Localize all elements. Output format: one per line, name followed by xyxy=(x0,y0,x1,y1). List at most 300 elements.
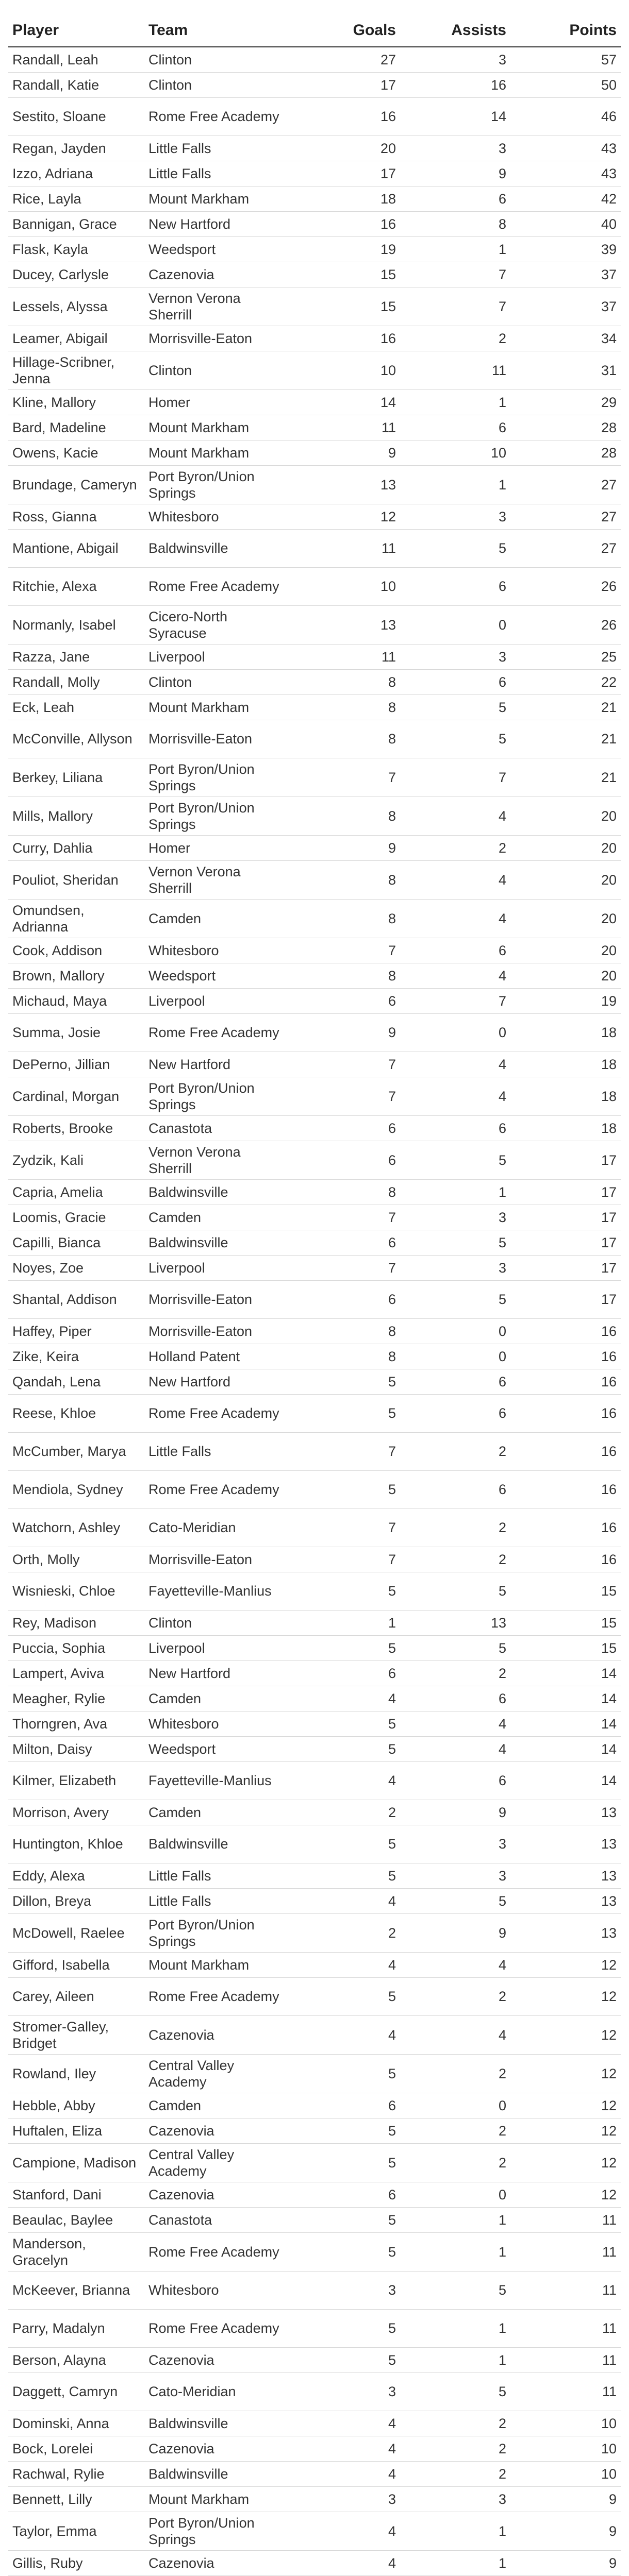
cell-goals: 20 xyxy=(290,135,400,161)
cell-team: Rome Free Academy xyxy=(144,1977,290,2015)
cell-team: Clinton xyxy=(144,72,290,97)
cell-points: 42 xyxy=(510,186,621,211)
cell-goals: 5 xyxy=(290,1635,400,1660)
cell-goals: 8 xyxy=(290,1318,400,1344)
cell-goals: 6 xyxy=(290,988,400,1013)
cell-assists: 1 xyxy=(400,2309,510,2347)
cell-player: Brundage, Cameryn xyxy=(8,465,144,504)
cell-goals: 8 xyxy=(290,860,400,899)
header-points[interactable]: Points xyxy=(510,20,621,47)
cell-goals: 4 xyxy=(290,2015,400,2054)
cell-points: 39 xyxy=(510,236,621,262)
cell-assists: 1 xyxy=(400,2550,510,2575)
cell-points: 27 xyxy=(510,529,621,567)
cell-team: Baldwinsville xyxy=(144,2411,290,2436)
cell-goals: 4 xyxy=(290,1888,400,1913)
cell-team: Mount Markham xyxy=(144,440,290,465)
cell-player: Huftalen, Eliza xyxy=(8,2118,144,2143)
header-team[interactable]: Team xyxy=(144,20,290,47)
cell-team: Port Byron/Union Springs xyxy=(144,465,290,504)
cell-player: Hebble, Abby xyxy=(8,2093,144,2118)
cell-player: Randall, Katie xyxy=(8,72,144,97)
cell-team: Cazenovia xyxy=(144,2015,290,2054)
cell-points: 29 xyxy=(510,389,621,415)
cell-points: 11 xyxy=(510,2347,621,2372)
table-row xyxy=(8,1115,621,1141)
cell-team: Cazenovia xyxy=(144,262,290,287)
table-row xyxy=(8,2550,621,2575)
cell-assists: 3 xyxy=(400,1825,510,1863)
cell-points: 13 xyxy=(510,1825,621,1863)
table-row xyxy=(8,211,621,236)
cell-goals: 4 xyxy=(290,2436,400,2461)
cell-player: Carey, Aileen xyxy=(8,1977,144,2015)
table-row xyxy=(8,287,621,326)
cell-points: 17 xyxy=(510,1205,621,1230)
table-body xyxy=(8,47,621,2576)
cell-goals: 5 xyxy=(290,1977,400,2015)
cell-assists: 5 xyxy=(400,1230,510,1255)
table-row xyxy=(8,938,621,963)
cell-points: 16 xyxy=(510,1547,621,1572)
cell-points: 13 xyxy=(510,1863,621,1888)
cell-assists: 4 xyxy=(400,963,510,988)
cell-assists: 5 xyxy=(400,1635,510,1660)
cell-player: Michaud, Maya xyxy=(8,988,144,1013)
cell-player: Rowland, Iley xyxy=(8,2054,144,2093)
table-row xyxy=(8,1660,621,1686)
table-row xyxy=(8,1572,621,1610)
cell-assists: 9 xyxy=(400,161,510,186)
cell-player: Capilli, Bianca xyxy=(8,1230,144,1255)
table-row xyxy=(8,1205,621,1230)
table-row xyxy=(8,135,621,161)
cell-points: 9 xyxy=(510,2486,621,2512)
cell-player: Summa, Josie xyxy=(8,1013,144,1052)
cell-player: Bennett, Lilly xyxy=(8,2486,144,2512)
cell-goals: 15 xyxy=(290,262,400,287)
table-row xyxy=(8,529,621,567)
cell-team: Mount Markham xyxy=(144,186,290,211)
cell-assists: 7 xyxy=(400,287,510,326)
table-row xyxy=(8,2093,621,2118)
table-row xyxy=(8,1344,621,1369)
cell-assists: 5 xyxy=(400,694,510,720)
cell-assists: 3 xyxy=(400,1205,510,1230)
cell-team: New Hartford xyxy=(144,211,290,236)
cell-goals: 7 xyxy=(290,1052,400,1077)
cell-player: Ross, Gianna xyxy=(8,504,144,529)
table-row xyxy=(8,186,621,211)
cell-player: Curry, Dahlia xyxy=(8,835,144,860)
cell-player: Regan, Jayden xyxy=(8,135,144,161)
table-row xyxy=(8,644,621,669)
cell-goals: 9 xyxy=(290,835,400,860)
table-row xyxy=(8,1509,621,1547)
table-row xyxy=(8,567,621,605)
table-row xyxy=(8,1179,621,1205)
cell-assists: 6 xyxy=(400,1115,510,1141)
cell-points: 11 xyxy=(510,2372,621,2411)
table-row xyxy=(8,835,621,860)
cell-goals: 7 xyxy=(290,938,400,963)
cell-points: 10 xyxy=(510,2411,621,2436)
cell-team: Clinton xyxy=(144,47,290,72)
cell-assists: 6 xyxy=(400,415,510,440)
cell-assists: 5 xyxy=(400,2372,510,2411)
cell-team: New Hartford xyxy=(144,1369,290,1394)
cell-points: 12 xyxy=(510,1977,621,2015)
cell-player: Owens, Kacie xyxy=(8,440,144,465)
cell-goals: 7 xyxy=(290,1547,400,1572)
cell-team: Homer xyxy=(144,389,290,415)
cell-points: 16 xyxy=(510,1318,621,1344)
cell-goals: 5 xyxy=(290,2232,400,2271)
cell-player: Gifford, Isabella xyxy=(8,1952,144,1977)
table-row xyxy=(8,1141,621,1179)
cell-goals: 6 xyxy=(290,1230,400,1255)
cell-goals: 1 xyxy=(290,1610,400,1635)
table-row xyxy=(8,1800,621,1825)
cell-player: Haffey, Piper xyxy=(8,1318,144,1344)
cell-team: Vernon Verona Sherrill xyxy=(144,1141,290,1179)
cell-goals: 16 xyxy=(290,97,400,135)
cell-points: 16 xyxy=(510,1470,621,1509)
cell-points: 12 xyxy=(510,2143,621,2182)
table-row xyxy=(8,415,621,440)
cell-goals: 18 xyxy=(290,186,400,211)
cell-player: Bard, Madeline xyxy=(8,415,144,440)
cell-player: Randall, Leah xyxy=(8,47,144,72)
cell-team: Baldwinsville xyxy=(144,1825,290,1863)
table-row xyxy=(8,2411,621,2436)
cell-points: 22 xyxy=(510,669,621,694)
cell-points: 19 xyxy=(510,988,621,1013)
cell-assists: 4 xyxy=(400,1077,510,1115)
cell-points: 21 xyxy=(510,694,621,720)
table-row xyxy=(8,1052,621,1077)
cell-assists: 3 xyxy=(400,504,510,529)
cell-player: Kilmer, Elizabeth xyxy=(8,1761,144,1800)
cell-goals: 5 xyxy=(290,2054,400,2093)
cell-player: Bock, Lorelei xyxy=(8,2436,144,2461)
cell-team: Cato-Meridian xyxy=(144,1509,290,1547)
cell-assists: 2 xyxy=(400,2411,510,2436)
cell-team: Camden xyxy=(144,2093,290,2118)
cell-player: Qandah, Lena xyxy=(8,1369,144,1394)
cell-points: 14 xyxy=(510,1736,621,1761)
cell-goals: 7 xyxy=(290,1255,400,1280)
cell-points: 11 xyxy=(510,2271,621,2309)
cell-goals: 7 xyxy=(290,1432,400,1470)
cell-goals: 7 xyxy=(290,1509,400,1547)
cell-assists: 2 xyxy=(400,1977,510,2015)
cell-points: 14 xyxy=(510,1761,621,1800)
cell-team: Central Valley Academy xyxy=(144,2054,290,2093)
cell-goals: 13 xyxy=(290,605,400,644)
cell-assists: 7 xyxy=(400,758,510,796)
cell-assists: 5 xyxy=(400,720,510,758)
cell-points: 10 xyxy=(510,2436,621,2461)
table-row xyxy=(8,694,621,720)
cell-goals: 6 xyxy=(290,2182,400,2207)
table-row xyxy=(8,47,621,72)
cell-player: Eddy, Alexa xyxy=(8,1863,144,1888)
cell-goals: 15 xyxy=(290,287,400,326)
cell-goals: 8 xyxy=(290,1179,400,1205)
cell-goals: 5 xyxy=(290,2118,400,2143)
cell-goals: 8 xyxy=(290,694,400,720)
cell-player: Berkey, Liliana xyxy=(8,758,144,796)
cell-assists: 2 xyxy=(400,2461,510,2486)
table-row xyxy=(8,2232,621,2271)
table-row xyxy=(8,2182,621,2207)
table-row xyxy=(8,161,621,186)
cell-assists: 11 xyxy=(400,351,510,389)
cell-assists: 1 xyxy=(400,2347,510,2372)
cell-assists: 0 xyxy=(400,1344,510,1369)
table-row xyxy=(8,1977,621,2015)
table-row xyxy=(8,1635,621,1660)
header-goals[interactable]: Goals xyxy=(290,20,400,47)
cell-team: Clinton xyxy=(144,1610,290,1635)
cell-points: 27 xyxy=(510,465,621,504)
table-row xyxy=(8,1547,621,1572)
cell-player: McKeever, Brianna xyxy=(8,2271,144,2309)
cell-assists: 5 xyxy=(400,1572,510,1610)
cell-team: Port Byron/Union Springs xyxy=(144,796,290,835)
table-row xyxy=(8,262,621,287)
cell-goals: 5 xyxy=(290,1369,400,1394)
cell-player: Normanly, Isabel xyxy=(8,605,144,644)
cell-assists: 5 xyxy=(400,1888,510,1913)
cell-points: 26 xyxy=(510,605,621,644)
cell-team: Baldwinsville xyxy=(144,1179,290,1205)
cell-player: Ritchie, Alexa xyxy=(8,567,144,605)
cell-player: Randall, Molly xyxy=(8,669,144,694)
cell-assists: 3 xyxy=(400,47,510,72)
cell-goals: 4 xyxy=(290,2512,400,2550)
cell-assists: 2 xyxy=(400,1432,510,1470)
cell-team: Port Byron/Union Springs xyxy=(144,1913,290,1952)
cell-points: 16 xyxy=(510,1509,621,1547)
table-row xyxy=(8,236,621,262)
table-row xyxy=(8,1825,621,1863)
cell-points: 50 xyxy=(510,72,621,97)
cell-assists: 2 xyxy=(400,2054,510,2093)
cell-player: Hillage-Scribner, Jenna xyxy=(8,351,144,389)
cell-goals: 4 xyxy=(290,2411,400,2436)
cell-assists: 4 xyxy=(400,1952,510,1977)
cell-points: 12 xyxy=(510,2054,621,2093)
cell-team: Little Falls xyxy=(144,135,290,161)
cell-points: 43 xyxy=(510,161,621,186)
cell-team: Canastota xyxy=(144,1115,290,1141)
cell-team: Morrisville-Eaton xyxy=(144,326,290,351)
cell-points: 18 xyxy=(510,1052,621,1077)
table-row xyxy=(8,963,621,988)
cell-goals: 6 xyxy=(290,1660,400,1686)
cell-points: 34 xyxy=(510,326,621,351)
table-row xyxy=(8,504,621,529)
cell-player: Beaulac, Baylee xyxy=(8,2207,144,2232)
cell-player: Stanford, Dani xyxy=(8,2182,144,2207)
cell-points: 43 xyxy=(510,135,621,161)
header-player[interactable]: Player xyxy=(8,20,144,47)
cell-assists: 2 xyxy=(400,2436,510,2461)
cell-goals: 5 xyxy=(290,1863,400,1888)
cell-team: Cazenovia xyxy=(144,2182,290,2207)
cell-points: 20 xyxy=(510,860,621,899)
cell-team: Camden xyxy=(144,1205,290,1230)
cell-goals: 2 xyxy=(290,1913,400,1952)
cell-goals: 11 xyxy=(290,415,400,440)
cell-player: Mendiola, Sydney xyxy=(8,1470,144,1509)
cell-points: 31 xyxy=(510,351,621,389)
cell-player: Mantione, Abigail xyxy=(8,529,144,567)
cell-team: Fayetteville-Manlius xyxy=(144,1572,290,1610)
table-row xyxy=(8,97,621,135)
cell-assists: 7 xyxy=(400,262,510,287)
cell-team: Mount Markham xyxy=(144,2486,290,2512)
cell-goals: 6 xyxy=(290,1141,400,1179)
cell-assists: 4 xyxy=(400,1711,510,1736)
cell-player: Stromer-Galley, Bridget xyxy=(8,2015,144,2054)
cell-team: Port Byron/Union Springs xyxy=(144,2512,290,2550)
cell-points: 37 xyxy=(510,287,621,326)
header-assists[interactable]: Assists xyxy=(400,20,510,47)
cell-assists: 2 xyxy=(400,326,510,351)
cell-player: Rachwal, Rylie xyxy=(8,2461,144,2486)
cell-team: Cato-Meridian xyxy=(144,2372,290,2411)
cell-assists: 4 xyxy=(400,1052,510,1077)
cell-assists: 5 xyxy=(400,1280,510,1318)
cell-assists: 3 xyxy=(400,135,510,161)
cell-team: Holland Patent xyxy=(144,1344,290,1369)
cell-team: Morrisville-Eaton xyxy=(144,1547,290,1572)
cell-assists: 6 xyxy=(400,1761,510,1800)
cell-goals: 8 xyxy=(290,796,400,835)
cell-assists: 6 xyxy=(400,1394,510,1432)
cell-player: Thorngren, Ava xyxy=(8,1711,144,1736)
cell-player: Izzo, Adriana xyxy=(8,161,144,186)
cell-player: Lampert, Aviva xyxy=(8,1660,144,1686)
cell-points: 27 xyxy=(510,504,621,529)
cell-goals: 5 xyxy=(290,1736,400,1761)
cell-goals: 6 xyxy=(290,1115,400,1141)
cell-player: Mills, Mallory xyxy=(8,796,144,835)
cell-assists: 1 xyxy=(400,2512,510,2550)
cell-player: Lessels, Alyssa xyxy=(8,287,144,326)
cell-team: Baldwinsville xyxy=(144,2461,290,2486)
table-row xyxy=(8,1394,621,1432)
cell-team: Whitesboro xyxy=(144,938,290,963)
cell-points: 14 xyxy=(510,1686,621,1711)
cell-assists: 6 xyxy=(400,1470,510,1509)
cell-points: 12 xyxy=(510,1952,621,1977)
table-row xyxy=(8,1432,621,1470)
cell-assists: 0 xyxy=(400,2093,510,2118)
cell-assists: 3 xyxy=(400,1863,510,1888)
cell-player: Daggett, Camryn xyxy=(8,2372,144,2411)
cell-goals: 5 xyxy=(290,1572,400,1610)
table-row xyxy=(8,2486,621,2512)
cell-player: Huntington, Khloe xyxy=(8,1825,144,1863)
cell-points: 10 xyxy=(510,2461,621,2486)
cell-player: Gillis, Ruby xyxy=(8,2550,144,2575)
cell-points: 20 xyxy=(510,938,621,963)
cell-goals: 3 xyxy=(290,2271,400,2309)
cell-team: Rome Free Academy xyxy=(144,2232,290,2271)
cell-team: Camden xyxy=(144,1686,290,1711)
cell-points: 12 xyxy=(510,2093,621,2118)
cell-assists: 7 xyxy=(400,988,510,1013)
cell-points: 21 xyxy=(510,720,621,758)
cell-team: Vernon Verona Sherrill xyxy=(144,860,290,899)
cell-team: Camden xyxy=(144,1800,290,1825)
cell-points: 17 xyxy=(510,1230,621,1255)
cell-points: 25 xyxy=(510,644,621,669)
cell-player: Roberts, Brooke xyxy=(8,1115,144,1141)
cell-player: Zydzik, Kali xyxy=(8,1141,144,1179)
cell-points: 17 xyxy=(510,1141,621,1179)
cell-goals: 6 xyxy=(290,1280,400,1318)
table-row xyxy=(8,2372,621,2411)
cell-player: Wisnieski, Chloe xyxy=(8,1572,144,1610)
cell-player: Ducey, Carlysle xyxy=(8,262,144,287)
table-row xyxy=(8,605,621,644)
cell-goals: 8 xyxy=(290,669,400,694)
cell-team: Cazenovia xyxy=(144,2118,290,2143)
cell-team: Baldwinsville xyxy=(144,529,290,567)
cell-team: Fayetteville-Manlius xyxy=(144,1761,290,1800)
table-row xyxy=(8,2347,621,2372)
cell-points: 11 xyxy=(510,2232,621,2271)
cell-player: Orth, Molly xyxy=(8,1547,144,1572)
cell-points: 14 xyxy=(510,1711,621,1736)
cell-goals: 6 xyxy=(290,2093,400,2118)
cell-points: 12 xyxy=(510,2182,621,2207)
cell-player: DePerno, Jillian xyxy=(8,1052,144,1077)
cell-goals: 17 xyxy=(290,72,400,97)
cell-points: 20 xyxy=(510,963,621,988)
table-row xyxy=(8,988,621,1013)
cell-points: 20 xyxy=(510,796,621,835)
table-row xyxy=(8,326,621,351)
cell-goals: 4 xyxy=(290,2461,400,2486)
cell-goals: 7 xyxy=(290,1077,400,1115)
cell-player: Taylor, Emma xyxy=(8,2512,144,2550)
cell-assists: 10 xyxy=(400,440,510,465)
cell-team: Liverpool xyxy=(144,644,290,669)
cell-points: 28 xyxy=(510,415,621,440)
table-row xyxy=(8,2207,621,2232)
cell-goals: 27 xyxy=(290,47,400,72)
cell-assists: 1 xyxy=(400,389,510,415)
cell-player: Berson, Alayna xyxy=(8,2347,144,2372)
cell-points: 20 xyxy=(510,899,621,938)
cell-points: 21 xyxy=(510,758,621,796)
cell-assists: 4 xyxy=(400,796,510,835)
cell-goals: 7 xyxy=(290,758,400,796)
table-row xyxy=(8,1736,621,1761)
cell-player: McConville, Allyson xyxy=(8,720,144,758)
table-row xyxy=(8,1952,621,1977)
cell-assists: 3 xyxy=(400,644,510,669)
cell-goals: 4 xyxy=(290,2550,400,2575)
cell-team: Liverpool xyxy=(144,988,290,1013)
cell-assists: 1 xyxy=(400,2207,510,2232)
